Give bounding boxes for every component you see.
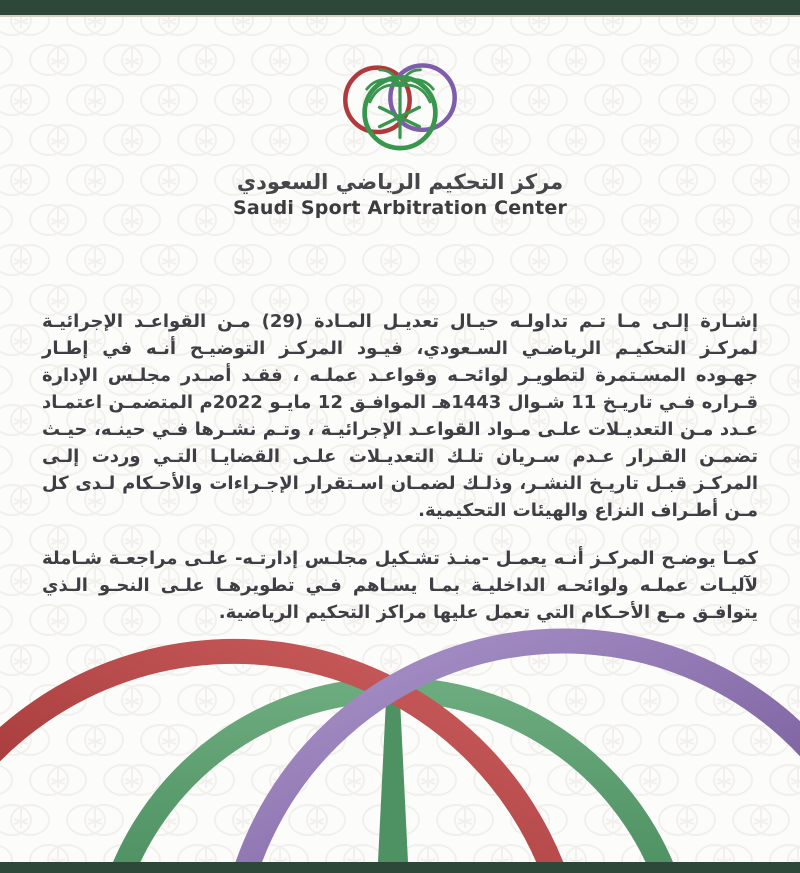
top-accent-underline	[0, 15, 800, 17]
org-logo-icon	[311, 60, 489, 159]
statement-body	[42, 308, 758, 626]
statement-paragraph-1: إشـارة إلـى مـا تـم تداولـه حيـال تعديـل المـادة (29) مـن القواعـد الإجرائيـة لمركـز التحكيـم الرياضـي السـعودي، فيـود المركـز التوضيـح أنـه في إطـار جهـوده المسـتمرة لتطويـر لوائحـه وقواعـد عملـه ، فقـد أصـدر مجلـس الإدارة قـراره فـي تاريـخ 11 شـوال 1443هـ الموافـق 12 مايـو 2022م المتضمـن اعتمـاد عـدد مـن التعديـلات علـى مـواد القواعـد الإجرائيـة ، وتـم نشـرها فـي حينـه، حيـث تضمـن القـرار عـدم سـريان تلـك التعديـلات علـى القضايـا التـي وردت إلـى المركـز قبـل تاريـخ النشـر، وذلـك لضمـان اسـتقرار الإجـراءات والأحـكام لـدى كل مـن أطـراف النزاع والهيئات التحكيمية.	[42, 311, 758, 521]
page-title-arabic: مركز التحكيم الرياضي السعودي	[236, 170, 564, 194]
statement-paragraph-2: كمـا يوضـح المركـز أنـه يعمـل -منـذ تشـكيل مجلـس إدارتـه- علـى مراجعـة شـاملة لآليـات عملـه ولوائحـه الداخليـة بمـا يسـاهم فـي تطويرهـا علـى النحـو الـذي يتوافـق مـع الأحـكام التي تعمل عليها مراكز التحكيم الرياضية.	[42, 548, 758, 623]
page-title-english: Saudi Sport Arbitration Center	[232, 197, 568, 219]
bottom-accent-bar	[0, 862, 800, 873]
header	[0, 0, 800, 220]
top-accent-bar	[0, 0, 800, 15]
